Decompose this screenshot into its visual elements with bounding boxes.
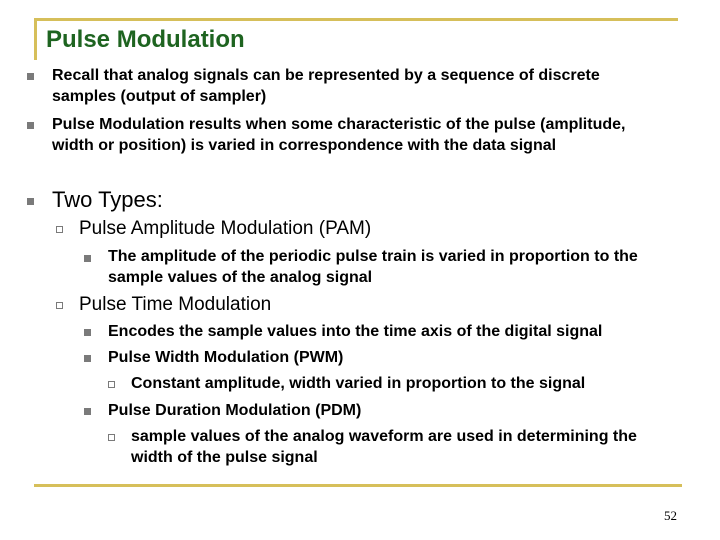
bullet-text: samples (output of sampler) [52,88,267,105]
bullet-square-icon [27,198,34,205]
bullet-text: Pulse Time Modulation [79,294,272,315]
bullet-text: sample values of the analog signal [108,269,373,286]
bullet-text: Pulse Amplitude Modulation (PAM) [79,218,372,239]
hollow-square-bullet-icon [108,434,115,441]
bullet-text: width or position) is varied in correspondence with the data signal [52,137,557,154]
bullet-square-icon [84,255,91,262]
bullet-square-icon [84,355,91,362]
hollow-square-bullet-icon [56,302,63,309]
bullet-text: sample values of the analog waveform are used in determining the [131,428,637,445]
bullet-text: Pulse Duration Modulation (PDM) [108,402,362,419]
top-rule [34,18,678,21]
bullet-square-icon [27,73,34,80]
bullet-square-icon [84,408,91,415]
hollow-square-bullet-icon [56,226,63,233]
bottom-rule [34,484,682,487]
page-number: 52 [664,508,677,523]
bullet-text: Pulse Width Modulation (PWM) [108,349,344,366]
slide-title: Pulse Modulation [46,26,245,53]
bullet-square-icon [27,122,34,129]
hollow-square-bullet-icon [108,381,115,388]
left-rule [34,18,37,60]
bullet-square-icon [84,329,91,336]
bullet-text: Constant amplitude, width varied in proportion to the signal [131,375,586,392]
bullet-text: width of the pulse signal [131,449,318,466]
bullet-text: Pulse Modulation results when some characteristic of the pulse (amplitude, [52,116,626,133]
bullet-text: Two Types: [52,187,163,212]
bullet-text: Recall that analog signals can be represented by a sequence of discrete [52,67,600,84]
bullet-text: Encodes the sample values into the time axis of the digital signal [108,323,603,340]
bullet-text: The amplitude of the periodic pulse train is varied in proportion to the [108,248,638,265]
